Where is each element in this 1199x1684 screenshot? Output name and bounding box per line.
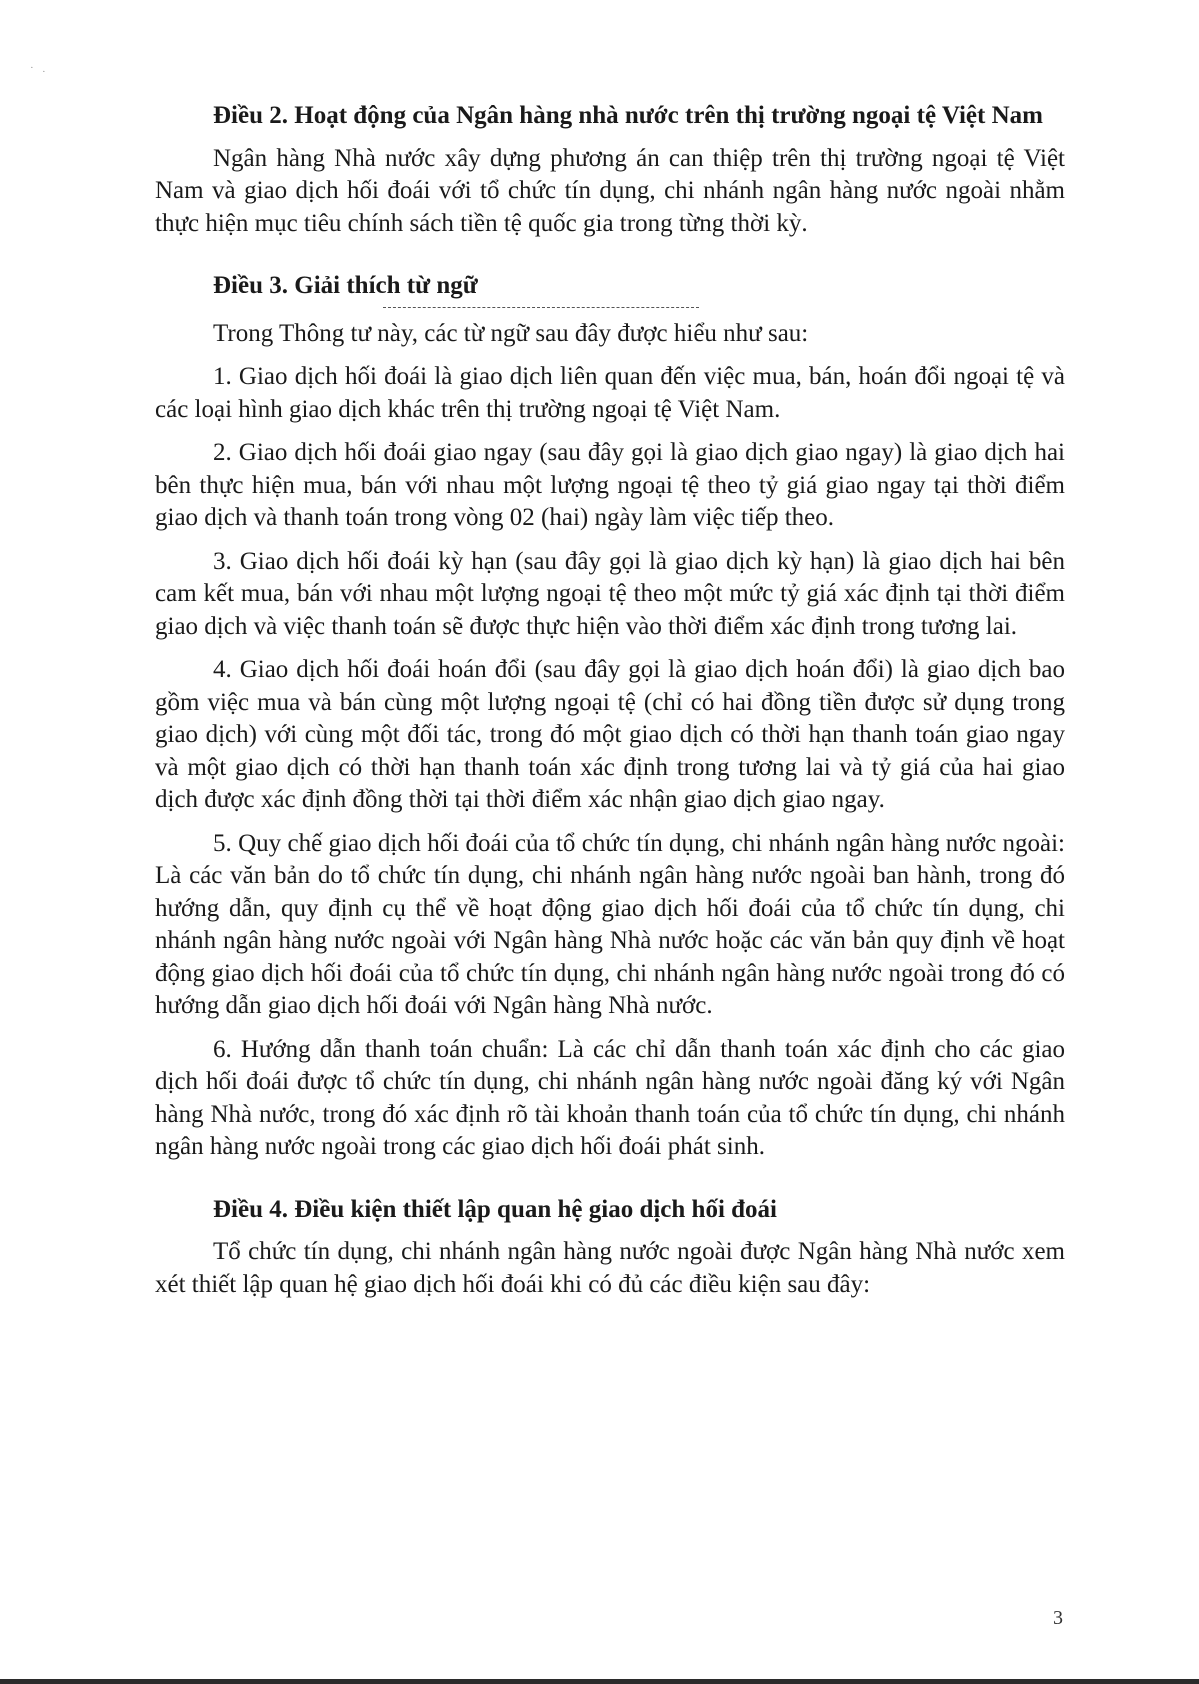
article-4-heading: Điều 4. Điều kiện thiết lập quan hệ giao dịch hối đoái bbox=[213, 1195, 778, 1223]
page-number: 3 bbox=[1053, 1607, 1063, 1629]
scan-speck: · bbox=[42, 66, 46, 78]
article-2-body: Ngân hàng Nhà nước xây dựng phương án can thiệp trên thị trường ngoại tệ Việt Nam và giao dịch hối đoái với tổ chức tín dụng, chi nhánh ngân hàng nước ngoài nhằm thực hiện mục tiêu chính sách tiền tệ quốc gia trong từng thời kỳ. bbox=[155, 144, 1065, 237]
definition-item-3: 3. Giao dịch hối đoái kỳ hạn (sau đây gọi là giao dịch kỳ hạn) là giao dịch hai bên cam kết mua, bán với nhau một lượng ngoại tệ theo một mức tỷ giá xác định tại thời điểm giao dịch và việc thanh toán sẽ được thực hiện vào thời điểm xác định trong tương lai. bbox=[155, 547, 1065, 640]
definition-item-5: 5. Quy chế giao dịch hối đoái của tổ chức tín dụng, chi nhánh ngân hàng nước ngoài: Là các văn bản do tổ chức tín dụng, chi nhánh ngân hàng nước ngoài ban hành, trong đó hướng dẫn, quy định cụ thể về hoạt động giao dịch hối đoái của tổ chức tín dụng, chi nhánh ngân hàng nước ngoài với Ngân hàng Nhà nước hoặc các văn bản quy định về hoạt động giao dịch hối đoái của tổ chức tín dụng, chi nhánh ngân hàng nước ngoài trong đó có hướng dẫn giao dịch hối đoái với Ngân hàng Nhà nước. bbox=[155, 829, 1065, 1019]
scan-speck: · bbox=[30, 62, 34, 74]
definition-item-4: 4. Giao dịch hối đoái hoán đổi (sau đây gọi là giao dịch hoán đổi) là giao dịch bao gồm việc mua và bán cùng một lượng ngoại tệ (chỉ có hai đồng tiền được sử dụng trong giao dịch) với cùng một đối tác, trong đó một giao dịch có thời hạn thanh toán giao ngay và một giao dịch có thời hạn thanh toán xác định trong tương lai và tỷ giá của hai giao dịch được xác định đồng thời tại thời điểm xác nhận giao dịch giao ngay. bbox=[155, 656, 1065, 813]
article-3-intro: Trong Thông tư này, các từ ngữ sau đây được hiểu như sau: bbox=[213, 319, 809, 347]
article-4-body: Tổ chức tín dụng, chi nhánh ngân hàng nước ngoài được Ngân hàng Nhà nước xem xét thiết lập quan hệ giao dịch hối đoái khi có đủ các điều kiện sau đây: bbox=[155, 1238, 1065, 1298]
document-body bbox=[155, 100, 1065, 1312]
definition-item-1: 1. Giao dịch hối đoái là giao dịch liên quan đến việc mua, bán, hoán đổi ngoại tệ và các loại hình giao dịch khác trên thị trường ngoại tệ Việt Nam. bbox=[155, 363, 1065, 423]
heading-underline-mark bbox=[383, 307, 699, 308]
definition-item-2: 2. Giao dịch hối đoái giao ngay (sau đây gọi là giao dịch giao ngay) là giao dịch hai bên thực hiện mua, bán với nhau một lượng ngoại tệ theo tỷ giá giao ngay tại thời điểm giao dịch và thanh toán trong vòng 02 (hai) ngày làm việc tiếp theo. bbox=[155, 439, 1065, 531]
definition-item-6: 6. Hướng dẫn thanh toán chuẩn: Là các chỉ dẫn thanh toán xác định cho các giao dịch hối đoái được tổ chức tín dụng, chi nhánh ngân hàng nước ngoài đăng ký với Ngân hàng Nhà nước, trong đó xác định rõ tài khoản thanh toán của tổ chức tín dụng, chi nhánh ngân hàng nước ngoài trong các giao dịch hối đoái phát sinh. bbox=[155, 1035, 1065, 1160]
article-3-heading: Điều 3. Giải thích từ ngữ bbox=[213, 272, 478, 299]
article-2-heading: Điều 2. Hoạt động của Ngân hàng nhà nước trên thị trường ngoại tệ Việt Nam bbox=[213, 102, 1043, 129]
scan-bottom-edge bbox=[0, 1679, 1199, 1684]
